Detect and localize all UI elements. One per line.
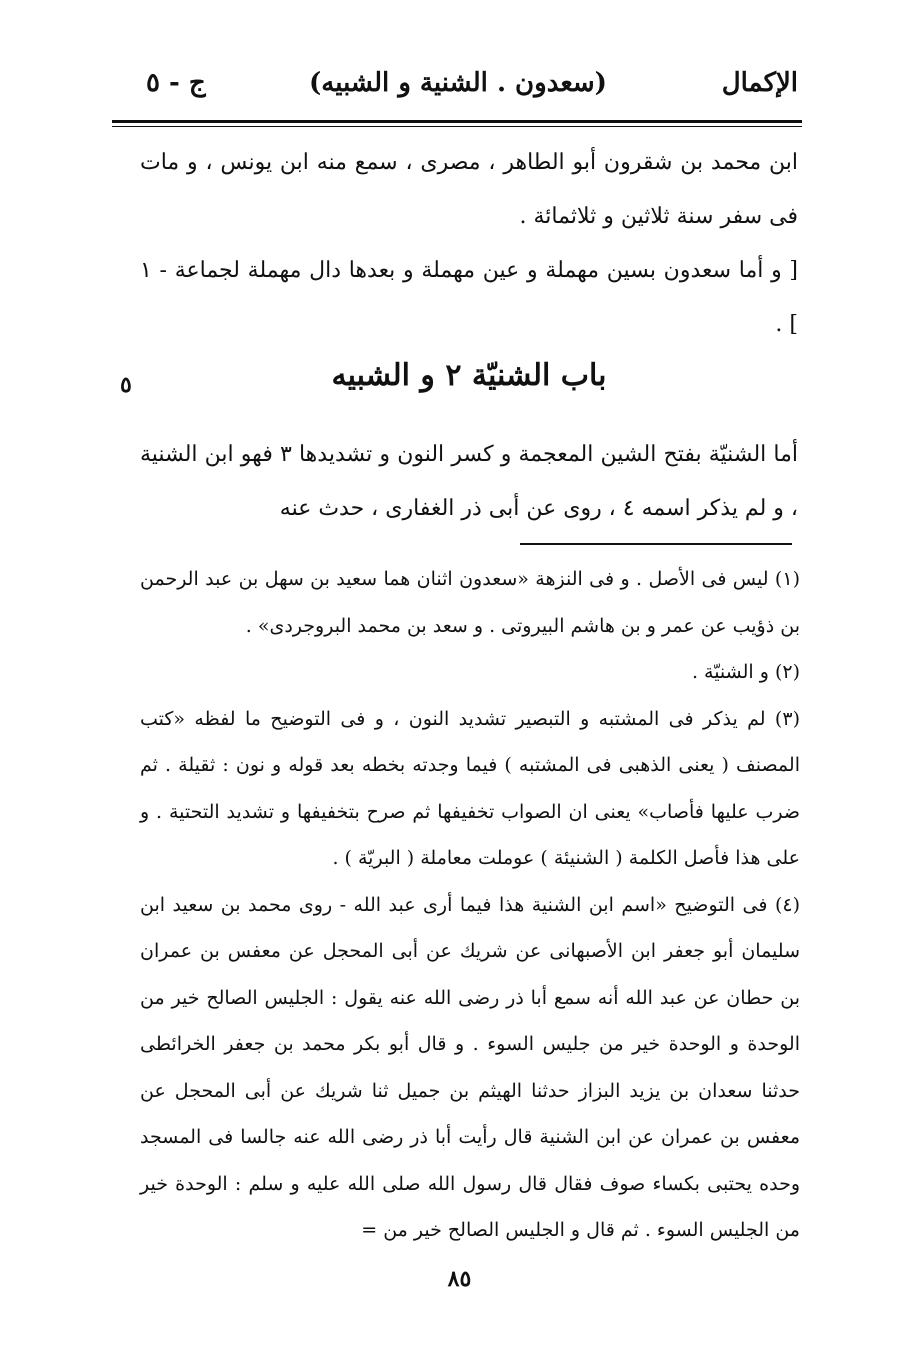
footnote-separator bbox=[520, 543, 792, 545]
paragraph-text: [ و أما سعدون بسين مهملة و عين مهملة و بعدها دال مهملة لجماعة - ١ ] . bbox=[140, 258, 798, 337]
footnote-3: (٣) لم يذكر فى المشتبه و التبصير تشديد النون ، و فى التوضيح ما لفظه «كتب المصنف ( يعنى الذهبى فى المشتبه ) فيما وجدته بخطه بعد قوله و نون : ثقيلة . ثم ضرب عليها فأصاب» يعنى ان الصواب تخفيفها ثم صرح بتخفيفها و تشديد التحتية . و على هذا فأصل الكلمة ( الشنيئة ) عوملت معاملة ( البريّة ) . bbox=[140, 707, 800, 869]
paragraph-saadun bbox=[140, 244, 798, 352]
running-header bbox=[118, 64, 798, 108]
footnote-2: (٢) و الشنيّة . bbox=[691, 661, 800, 683]
footnote-4: (٤) فى التوضيح «اسم ابن الشنية هذا فيما أرى عبد الله - روى محمد بن سعيد ابن سليمان أبو جعفر ابن الأصبهانى عن شريك عن أبى المحجل عن معفس بن عمران بن حطان عن عبد الله أنه سمع أبا ذر رضى الله عنه يقول : الجليس الصالح خير من الوحدة و الوحدة خير من جليس السوء . و قال أبو بكر محمد بن جعفر الخرائطى حدثنا سعدان بن يزيد البزاز حدثنا الهيثم بن جميل ثنا شريك عن أبى المحجل عن معفس بن عمران عن ابن الشنية قال رأيت أبا ذر رضى الله عنه جالسا فى المسجد وحده يحتبى بكساء صوف فقال قال رسول الله صلى الله عليه و سلم : الوحدة خير من الجليس السوء . ثم قال و الجليس الصالح خير من = bbox=[140, 893, 800, 1241]
paragraph-continued-entry bbox=[140, 136, 798, 244]
book-title: الإكمال bbox=[721, 68, 798, 98]
footnotes bbox=[140, 556, 800, 1254]
header-rule-thick bbox=[112, 120, 802, 123]
header-rule-thin bbox=[112, 126, 802, 127]
section-heading: (سعدون . الشنية و الشبيه) bbox=[309, 68, 607, 98]
margin-number: ٥ bbox=[120, 372, 132, 398]
page-number: ٨٥ bbox=[447, 1266, 472, 1292]
paragraph-text: ابن محمد بن شقرون أبو الطاهر ، مصرى ، سمع منه ابن يونس ، و مات فى سفر سنة ثلاثين و ثلاثمائة . bbox=[140, 150, 798, 229]
paragraph-shaniyya bbox=[140, 428, 798, 536]
volume-label: ج - ٥ bbox=[146, 68, 206, 98]
chapter-heading: باب الشنيّة ٢ و الشبيه bbox=[331, 358, 607, 393]
paragraph-text: أما الشنيّة بفتح الشين المعجمة و كسر النون و تشديدها ٣ فهو ابن الشنية ، و لم يذكر اسمه ٤ ، روى عن أبى ذر الغفارى ، حدث عنه bbox=[140, 442, 799, 521]
footnote-1: (١) ليس فى الأصل . و فى النزهة «سعدون اثنان هما سعيد بن سهل بن عبد الرحمن بن ذؤيب عن عمر و بن هاشم البيروتى . و سعد بن محمد البروجردى» . bbox=[140, 568, 800, 637]
